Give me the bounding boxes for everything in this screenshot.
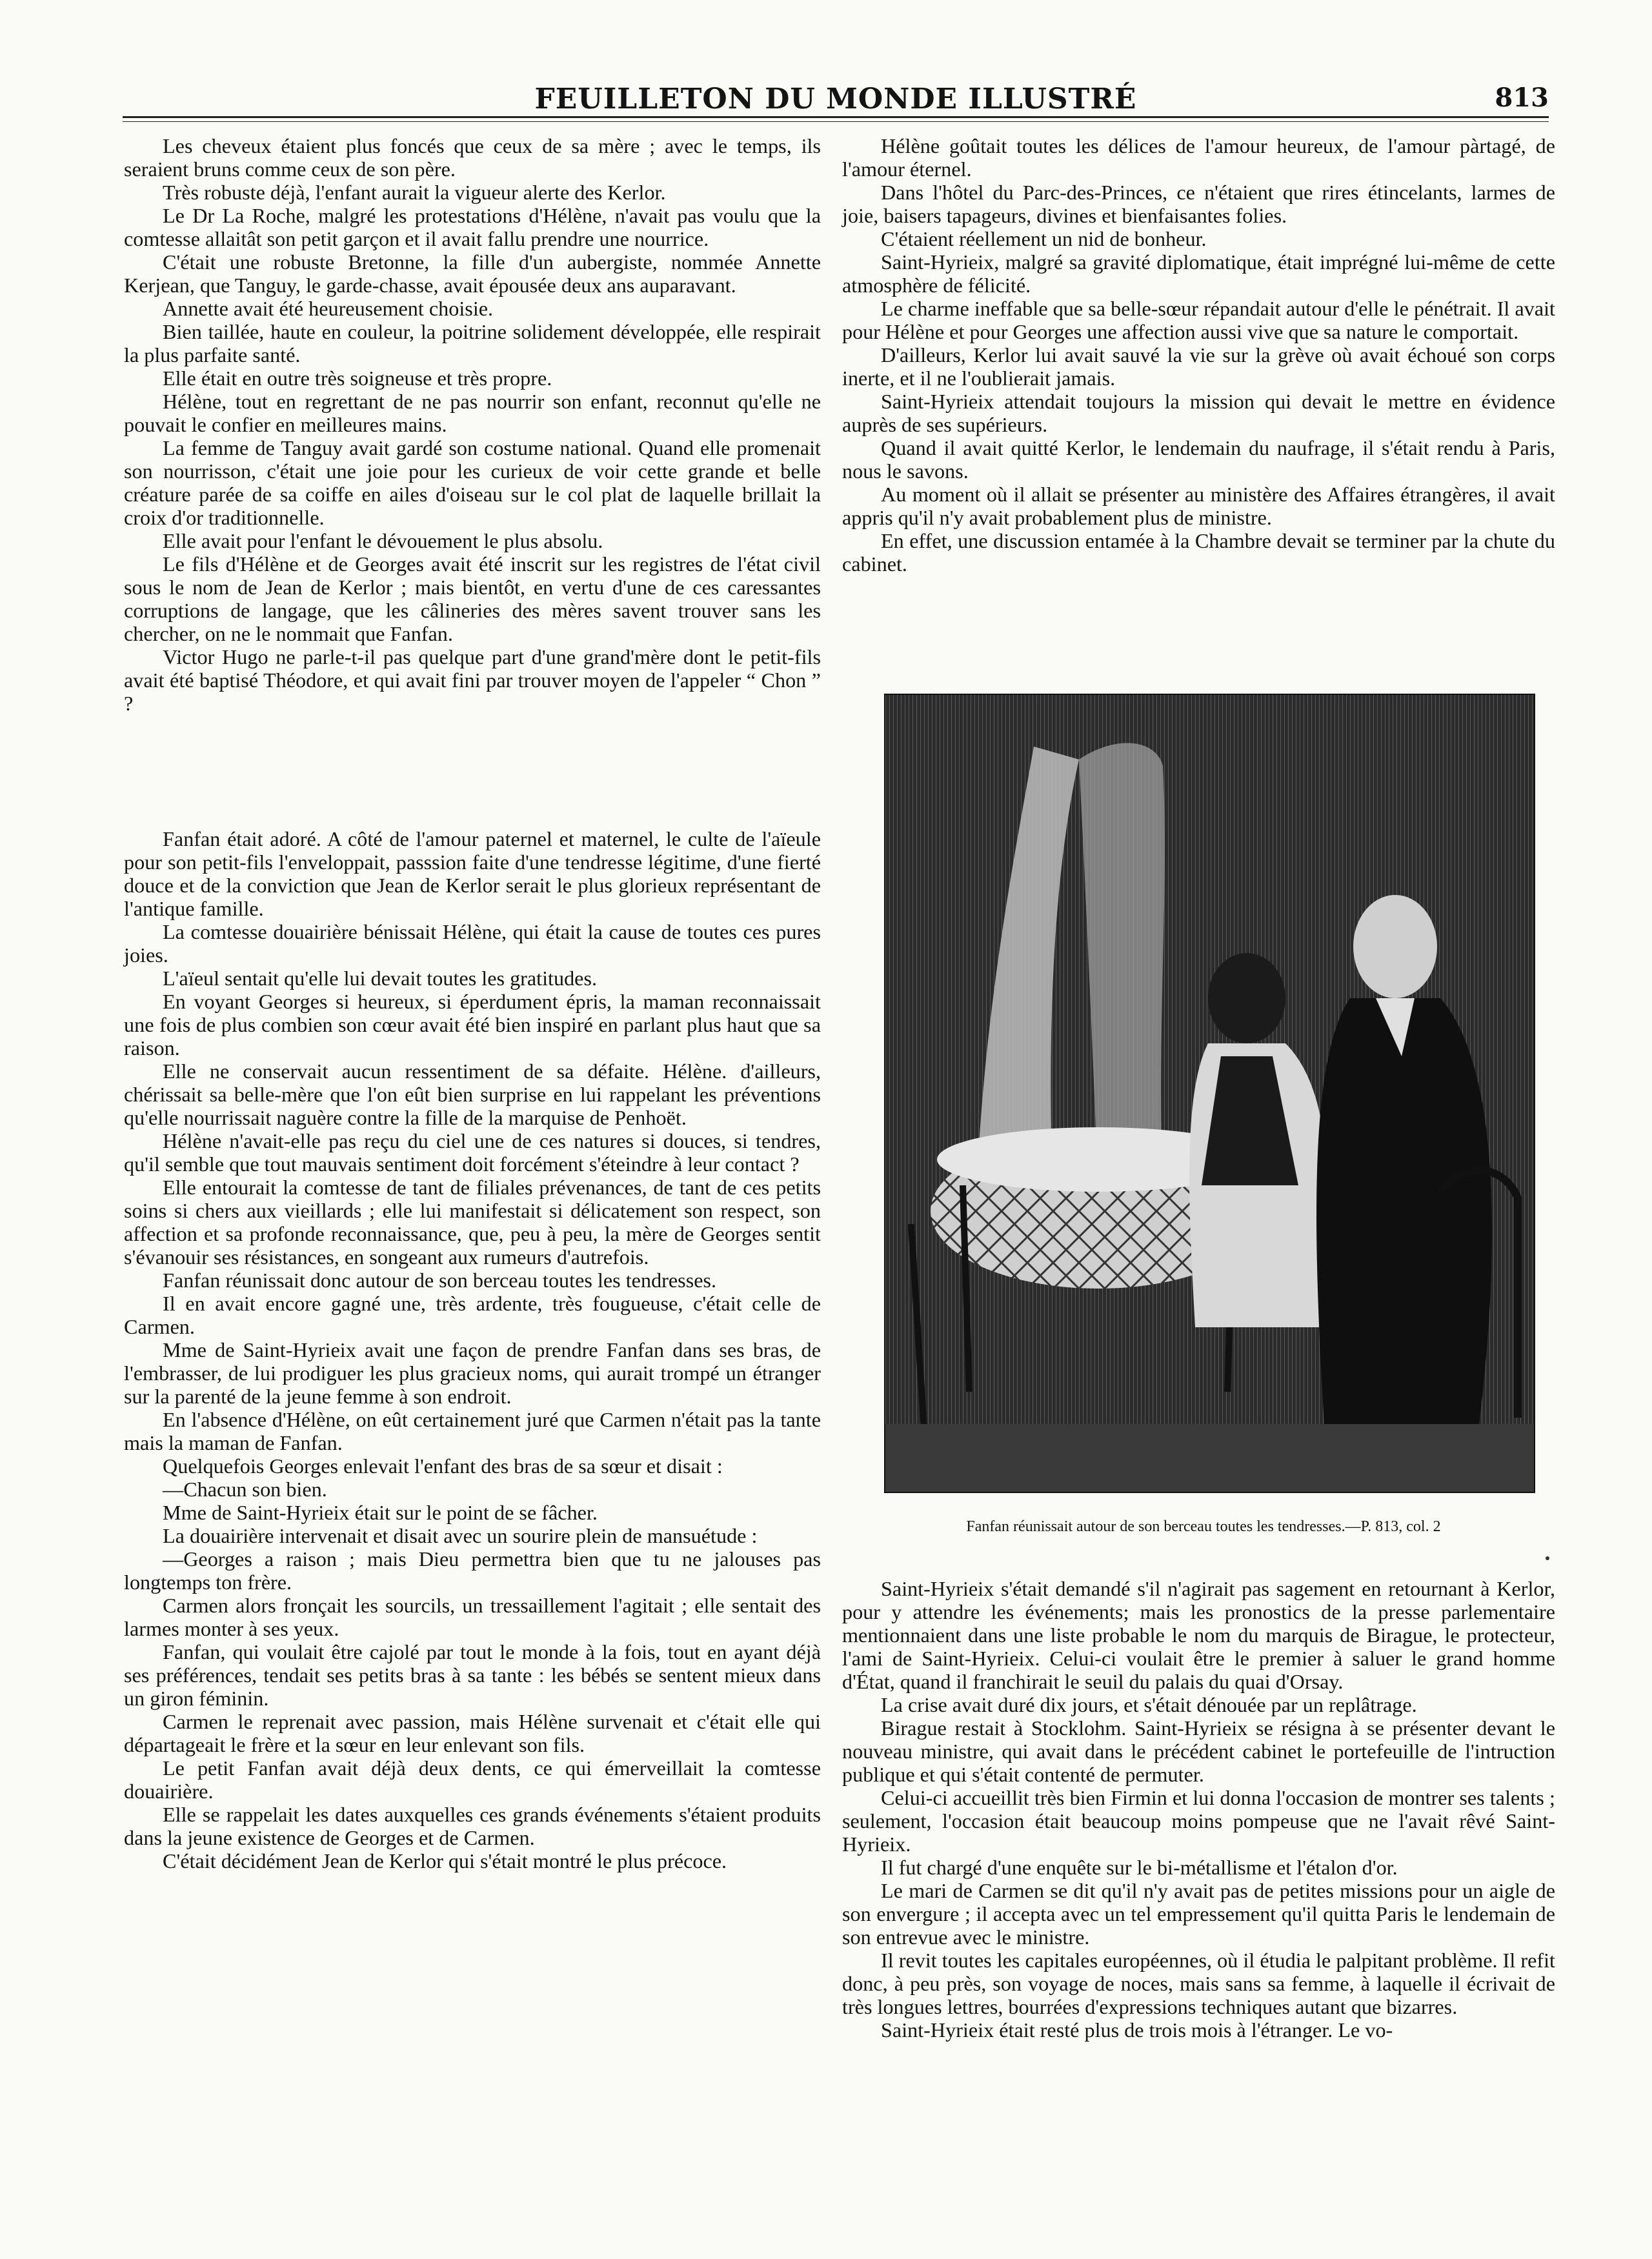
paragraph: Il fut chargé d'une enquête sur le bi-métallisme et l'étalon d'or. [881,1856,1398,1879]
paragraph: Le Dr La Roche, malgré les protestations d'Hélène, n'avait pas voulu que la comtesse allaitât son petit garçon et il avait fallu prendre une nourrice. [124,204,821,250]
paragraph: Mme de Saint-Hyrieix était sur le point de se fâcher. [163,1501,598,1524]
paragraph: C'était décidément Jean de Kerlor qui s'était montré le plus précoce. [163,1849,727,1872]
ink-dot [1546,1556,1549,1560]
paragraph: La douairière intervenait et disait avec un sourire plein de mansuétude : [163,1524,758,1547]
paragraph: Elle entourait la comtesse de tant de filiales prévenances, de tant de ces petits soins si chers aux vieillards ; elle lui manifestait si délicatement son respect, son affection et sa profonde reconnaissance, que, peu à peu, la mère de Georges sentit s'évanouir ses résistances, en songeant aux rumeurs d'autrefois. [124,1176,821,1269]
paragraph: Fanfan était adoré. A côté de l'amour paternel et maternel, le culte de l'aïeule pour son petit-fils l'enveloppait, passsion faite d'une tendresse légitime, d'une fierté douce et de la conviction que Jean de Kerlor serait le plus glorieux représentant de l'antique famille. [124,827,821,920]
paragraph: Le fils d'Hélène et de Georges avait été inscrit sur les registres de l'état civil sous le nom de Jean de Kerlor ; mais bientôt, en vertu d'une de ces caressantes corruptions de langage, que les câlineries des mères savent trouver sans les chercher, on ne le nommait que Fanfan. [124,552,821,645]
paragraph: Il en avait encore gagné une, très ardente, très fougueuse, c'était celle de Carmen. [124,1292,821,1338]
paragraph: Le mari de Carmen se dit qu'il n'y avait pas de petites missions pour un aigle de son envergure ; il accepta avec un tel empressement qu'il quitta Paris le lendemain de son entrevue avec le ministre. [842,1879,1555,1949]
paragraph: Celui-ci accueillit très bien Firmin et lui donna l'occasion de montrer ses talents ; seulement, l'occasion était beaucoup moins pompeuse que ne l'avait rêvé Saint-Hyrieix. [842,1786,1555,1856]
paragraph: Bien taillée, haute en couleur, la poitrine solidement développée, elle respirait la plus parfaite santé. [124,320,821,366]
paragraph: Hélène, tout en regrettant de ne pas nourrir son enfant, reconnut qu'elle ne pouvait le confier en meilleures mains. [124,390,821,436]
paragraph: Fanfan, qui voulait être cajolé par tout le monde à la fois, tout en ayant déjà ses préférences, tendait ses petits bras à sa tante : les bébés se sentent mieux dans un giron féminin. [124,1640,821,1710]
paragraph: Saint-Hyrieix, malgré sa gravité diplomatique, était imprégné lui-même de cette atmosphère de félicité. [842,250,1555,297]
paragraph: C'étaient réellement un nid de bonheur. [881,227,1207,250]
left-column-top [124,134,821,715]
paragraph: La comtesse douairière bénissait Hélène, qui était la cause de toutes ces pures joies. [124,920,821,967]
paragraph: Birague restait à Stocklohm. Saint-Hyrieix se résigna à se présenter devant le nouveau ministre, qui avait dans le précédent cabinet le portefeuille de l'intruction publique et qui s'était contenté de permuter. [842,1716,1555,1786]
running-title: FEUILLETON DU MONDE ILLUSTRÉ [534,83,1137,115]
paragraph: En voyant Georges si heureux, si éperdument épris, la maman reconnaissait une fois de plus combien son cœur avait été bien inspiré en parlant plus haut que sa raison. [124,990,821,1059]
paragraph: La femme de Tanguy avait gardé son costume national. Quand elle promenait son nourrisson, c'était une joie pour les curieux de voir cette grande et belle créature parée de sa coiffe en ailes d'oiseau sur le col plat de laquelle brillait la croix d'or traditionnelle. [124,436,821,529]
right-column-top [842,134,1555,576]
paragraph: Il revit toutes les capitales européennes, où il étudia le palpitant problème. Il refit donc, à peu près, son voyage de noces, mais sans sa femme, à laquelle il écrivait de très longues lettres, bourrées d'expressions techniques autant que bizarres. [842,1949,1555,2018]
paragraph: Elle était en outre très soigneuse et très propre. [163,366,552,390]
engraving-drawing [885,695,1534,1492]
paragraph: Elle avait pour l'enfant le dévouement le plus absolu. [163,529,603,552]
paragraph: Annette avait été heureusement choisie. [163,297,494,320]
paragraph: Saint-Hyrieix était resté plus de trois mois à l'étranger. Le vo- [881,2018,1393,2042]
paragraph: Saint-Hyrieix s'était demandé s'il n'agirait pas sagement en retournant à Kerlor, pour y attendre les événements; mais les pronostics de la presse parlementaire mentionnaient dans une liste probable le nom du marquis de Birague, le protecteur, l'ami de Saint-Hyrieix. Celui-ci voulait être le premier à saluer le grand homme d'État, quand il franchirait le seuil du palais du quai d'Orsay. [842,1577,1555,1693]
paragraph: Quelquefois Georges enlevait l'enfant des bras de sa sœur et disait : [163,1454,723,1478]
paragraph: Le petit Fanfan avait déjà deux dents, ce qui émerveillait la comtesse douairière. [124,1756,821,1803]
paragraph: La crise avait duré dix jours, et s'était dénouée par un replâtrage. [881,1693,1417,1716]
paragraph: Carmen le reprenait avec passion, mais Hélène survenait et c'était elle qui départageait le frère et la sœur en leur enlevant son fils. [124,1710,821,1756]
paragraph: Hélène goûtait toutes les délices de l'amour heureux, de l'amour pàrtagé, de l'amour éternel. [842,134,1555,181]
paragraph: Le charme ineffable que sa belle-sœur répandait autour d'elle le pénétrait. Il avait pour Hélène et pour Georges une affection aussi vive que sa nature le comportait. [842,297,1555,343]
paragraph: D'ailleurs, Kerlor lui avait sauvé la vie sur la grève où avait échoué son corps inerte, et il ne l'oublierait jamais. [842,343,1555,390]
paragraph: L'aïeul sentait qu'elle lui devait toutes les gratitudes. [163,967,598,990]
paragraph: Les cheveux étaient plus foncés que ceux de sa mère ; avec le temps, ils seraient bruns comme ceux de son père. [124,134,821,181]
paragraph: Mme de Saint-Hyrieix avait une façon de prendre Fanfan dans ses bras, de l'embrasser, de lui prodiguer les plus gracieux noms, qui aurait trompé un étranger sur la parenté de la jeune femme à son endroit. [124,1338,821,1408]
page-header [123,83,1549,121]
page-number: 813 [1495,83,1549,113]
paragraph: Victor Hugo ne parle-t-il pas quelque part d'une grand'mère dont le petit-fils avait été baptisé Théodore, et qui avait fini par trouver moyen de l'appeler “ Chon ” ? [124,645,821,715]
illustration-caption: Fanfan réunissait autour de son berceau toutes les tendresses.—P. 813, col. 2 [966,1518,1441,1535]
header-rule-thin [123,121,1549,122]
right-column-bottom [842,1577,1555,2042]
paragraph: Quand il avait quitté Kerlor, le lendemain du naufrage, il s'était rendu à Paris, nous le savons. [842,436,1555,483]
paragraph: Fanfan réunissait donc autour de son berceau toutes les tendresses. [163,1269,717,1292]
paragraph: —Georges a raison ; mais Dieu permettra bien que tu ne jalouses pas longtemps ton frère. [124,1547,821,1594]
paragraph: En l'absence d'Hélène, on eût certainement juré que Carmen n'était pas la tante mais la maman de Fanfan. [124,1408,821,1454]
paragraph: Carmen alors fronçait les sourcils, un tressaillement l'agitait ; elle sentait des larmes monter à ses yeux. [124,1594,821,1640]
paragraph: Elle ne conservait aucun ressentiment de sa défaite. Hélène. d'ailleurs, chérissait sa belle-mère que l'on eût bien surprise en lui rappelant les préventions qu'elle nourrissait naguère contre la fille de la marquise de Penhoët. [124,1059,821,1129]
paragraph: Dans l'hôtel du Parc-des-Princes, ce n'étaient que rires étincelants, larmes de joie, baisers tapageurs, divines et bienfaisantes folies. [842,181,1555,227]
paragraph: —Chacun son bien. [163,1478,327,1501]
paragraph: Hélène n'avait-elle pas reçu du ciel une de ces natures si douces, si tendres, qu'il semble que tout mauvais sentiment doit forcément s'éteindre à leur contact ? [124,1129,821,1176]
paragraph: Très robuste déjà, l'enfant aurait la vigueur alerte des Kerlor. [163,181,666,204]
paragraph: C'était une robuste Bretonne, la fille d'un aubergiste, nommée Annette Kerjean, que Tanguy, le garde-chasse, avait épousée deux ans auparavant. [124,250,821,297]
paragraph: Saint-Hyrieix attendait toujours la mission qui devait le mettre en évidence auprès de ses supérieurs. [842,390,1555,436]
engraving-illustration [884,694,1535,1493]
left-column-bottom [124,827,821,1872]
header-rule-thick [123,116,1549,118]
paragraph: Elle se rappelait les dates auxquelles ces grands événements s'étaient produits dans la jeune existence de Georges et de Carmen. [124,1803,821,1849]
paragraph: En effet, une discussion entamée à la Chambre devait se terminer par la chute du cabinet. [842,529,1555,576]
paragraph: Au moment où il allait se présenter au ministère des Affaires étrangères, il avait appris qu'il n'y avait probablement plus de ministre. [842,483,1555,529]
